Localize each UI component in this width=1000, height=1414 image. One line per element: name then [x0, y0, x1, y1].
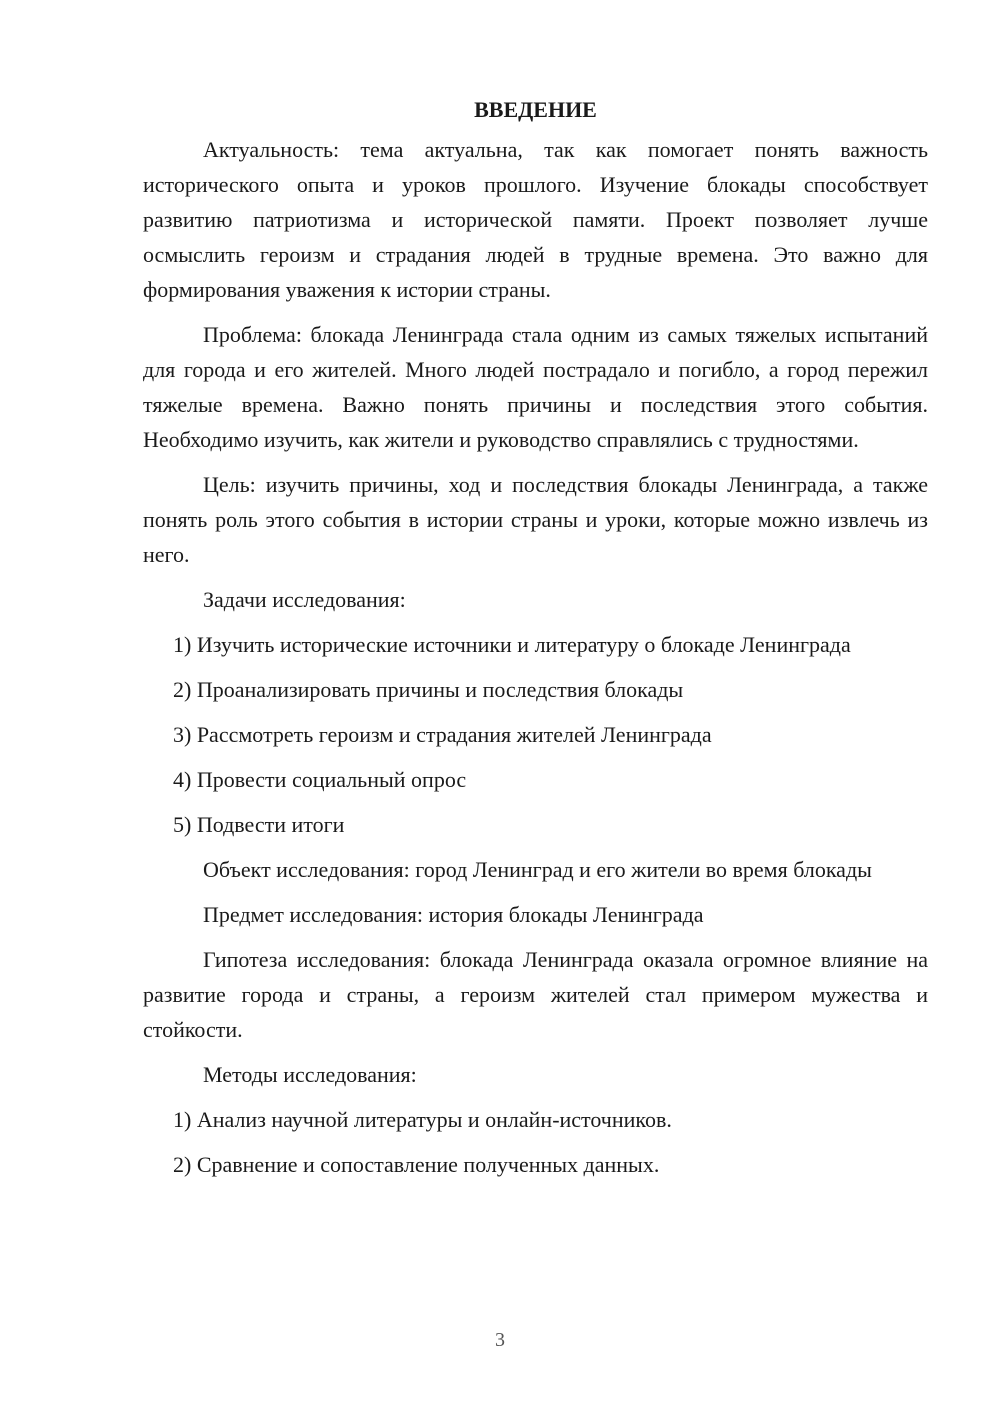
tasks-heading: Задачи исследования: [203, 587, 406, 612]
task-item: 5) Подвести итоги [173, 812, 345, 837]
object-paragraph: Объект исследования: город Ленинград и его жители во время блокады [203, 857, 872, 882]
page-number: 3 [495, 1329, 505, 1351]
problem-paragraph: Проблема: блокада Ленинграда стала одним из самых тяжелых испытаний для города и его жителей. Много людей пострадало и погибло, а город пережил тяжелые времена. Важно понять причины и последствия этого события. Необходимо изучить, как жители и руководство справлялись с трудностями. [143, 322, 928, 452]
method-item: 1) Анализ научной литературы и онлайн-источников. [173, 1107, 672, 1132]
hypothesis-paragraph: Гипотеза исследования: блокада Ленинграда оказала огромное влияние на развитие города и страны, а героизм жителей стал примером мужества и стойкости. [143, 947, 928, 1042]
task-item: 2) Проанализировать причины и последствия блокады [173, 677, 684, 702]
section-title: ВВЕДЕНИЕ [474, 97, 597, 122]
methods-heading: Методы исследования: [203, 1062, 417, 1087]
task-item: 1) Изучить исторические источники и литературу о блокаде Ленинграда [173, 632, 851, 657]
task-item: 4) Провести социальный опрос [173, 767, 467, 792]
method-item: 2) Сравнение и сопоставление полученных данных. [173, 1152, 660, 1177]
subject-paragraph: Предмет исследования: история блокады Ленинграда [203, 902, 704, 927]
relevance-paragraph: Актуальность: тема актуальна, так как помогает понять важность исторического опыта и уроков прошлого. Изучение блокады способствует развитию патриотизма и исторической памяти. Проект позволяет лучше осмыслить героизм и страдания людей в трудные времена. Это важно для формирования уважения к истории страны. [143, 137, 928, 302]
task-item: 3) Рассмотреть героизм и страдания жителей Ленинграда [173, 722, 712, 747]
goal-paragraph: Цель: изучить причины, ход и последствия блокады Ленинграда, а также понять роль этого события в истории страны и уроки, которые можно извлечь из него. [143, 472, 928, 567]
page-content [143, 92, 928, 1192]
